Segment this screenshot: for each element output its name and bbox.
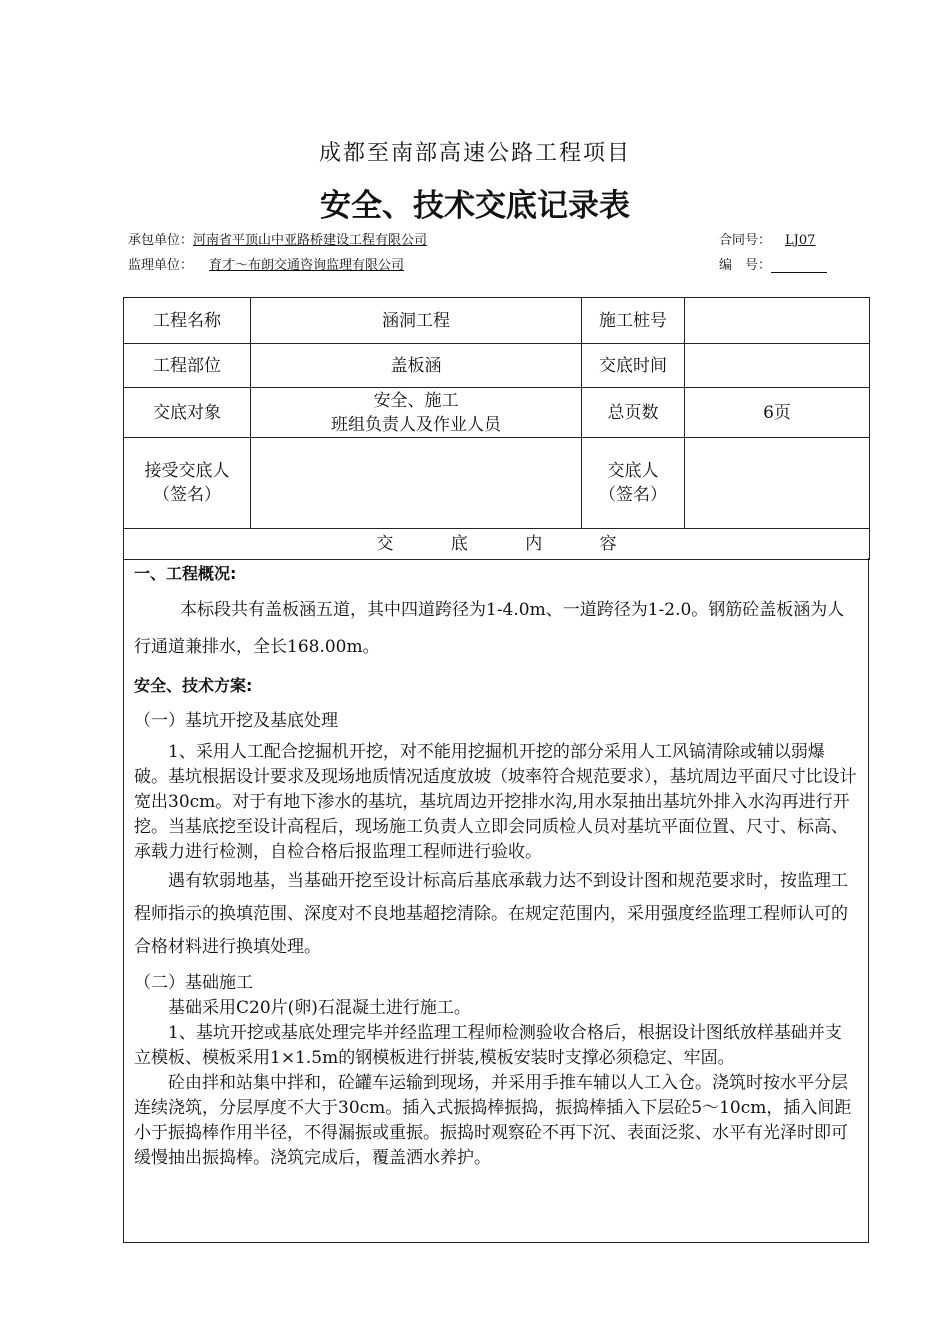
overview-paragraph: 本标段共有盖板涵五道，其中四道跨径为1-4.0m、一道跨径为1-2.0。钢筋砼盖板涵为人行通道兼排水，全长168.00m。 xyxy=(134,600,845,657)
target-line-2: 班组负责人及作业人员 xyxy=(331,414,501,435)
receiver-label-line-1: 接受交底人 xyxy=(144,461,230,481)
discloser-label-line-2: （签名） xyxy=(599,485,667,505)
contractor-label: 承包单位： xyxy=(128,233,194,248)
discloser-signature-cell[interactable] xyxy=(685,438,870,529)
document-title: 安全、技术交底记录表 xyxy=(320,188,630,224)
target-value xyxy=(251,388,582,438)
formwork-paragraph: 1、基坑开挖或基底处理完毕并经监理工程师检测验收合格后，根据设计图纸放样基础并支立模板、模板采用1×1.5m的钢模板进行拼装,模板安装时支撑必须稳定、牢固。 xyxy=(134,1023,842,1068)
table-row xyxy=(124,438,870,529)
discloser-label xyxy=(582,438,685,529)
disclosure-form-table xyxy=(123,297,870,560)
target-label: 交底对象 xyxy=(124,388,251,438)
table-row xyxy=(124,298,870,344)
project-name-value: 涵洞工程 xyxy=(251,298,582,344)
contractor-line xyxy=(128,229,427,248)
serial-blank xyxy=(771,259,827,273)
subsection-foundation-title: （二）基础施工 xyxy=(134,973,253,993)
serial-label: 编 号： xyxy=(719,258,772,273)
serial-line xyxy=(719,254,827,273)
contractor-value: 河南省平顶山中亚路桥建设工程有限公司 xyxy=(193,233,428,248)
time-value[interactable] xyxy=(685,344,870,388)
concrete-pouring-paragraph: 砼由拌和站集中拌和，砼罐车运输到现场，并采用手推车辅以人工入仓。浇筑时按水平分层连续浇筑，分层厚度不大于30cm。插入式振捣棒振捣，振捣棒插入下层砼5～10cm，插入间距小于振捣棒作用半径，不得漏振或重振。振捣时观察砼不再下沉、表面泛浆、水平有光泽时即可缓慢抽出振捣棒。浇筑完成后，覆盖洒水养护。 xyxy=(134,1073,852,1168)
receiver-label xyxy=(124,438,251,529)
project-name-label: 工程名称 xyxy=(124,298,251,344)
foundation-material-paragraph: 基础采用C20片(卵)石混凝土进行施工。 xyxy=(168,998,471,1018)
section-overview-title: 一、工程概况: xyxy=(134,564,237,583)
excavation-paragraph: 1、采用人工配合挖掘机开挖，对不能用挖掘机开挖的部分采用人工风镐清除或辅以弱爆破。基坑根据设计要求及现场地质情况适度放坡（坡率符合规范要求），基坑周边平面尺寸比设计宽出30cm。对于有地下渗水的基坑，基坑周边开挖排水沟,用水泵抽出基坑外排入水沟再进行开挖。当基底挖至设计高程后，现场施工负责人立即会同质检人员对基坑平面位置、尺寸、标高、承载力进行检测，自检合格后报监理工程师进行验收。 xyxy=(134,742,857,862)
part-value: 盖板涵 xyxy=(251,344,582,388)
content-heading-text: 交 底 内 容 xyxy=(376,534,617,554)
station-value[interactable] xyxy=(685,298,870,344)
subsection-excavation-title: （一）基坑开挖及基底处理 xyxy=(134,711,338,731)
pages-value: 6页 xyxy=(685,388,870,438)
supervisor-label: 监理单位： xyxy=(128,258,194,273)
part-label: 工程部位 xyxy=(124,344,251,388)
receiver-signature-cell[interactable] xyxy=(251,438,582,529)
receiver-label-line-2: （签名） xyxy=(153,485,221,505)
content-body xyxy=(123,558,869,1243)
table-row xyxy=(124,388,870,438)
supervisor-value: 育才～布朗交通咨询监理有限公司 xyxy=(209,258,405,273)
content-heading xyxy=(124,529,870,560)
contract-no-label: 合同号： xyxy=(719,233,772,248)
contract-no-line xyxy=(719,229,829,248)
project-title: 成都至南部高速公路工程项目 xyxy=(318,141,631,166)
table-row xyxy=(124,529,870,560)
station-label: 施工桩号 xyxy=(582,298,685,344)
section-plan-title: 安全、技术方案: xyxy=(134,676,253,695)
target-line-1: 安全、施工 xyxy=(373,390,459,411)
discloser-label-line-1: 交底人 xyxy=(607,461,659,481)
time-label: 交底时间 xyxy=(582,344,685,388)
pages-label: 总页数 xyxy=(582,388,685,438)
soft-ground-paragraph: 遇有软弱地基，当基础开挖至设计标高后基底承载力达不到设计图和规范要求时，按监理工程师指示的换填范围、深度对不良地基超挖清除。在规定范围内，采用强度经监理工程师认可的合格材料进行换填处理。 xyxy=(134,871,848,957)
table-row xyxy=(124,344,870,388)
contract-no-value: LJ07 xyxy=(785,233,816,248)
supervisor-line xyxy=(128,254,430,273)
